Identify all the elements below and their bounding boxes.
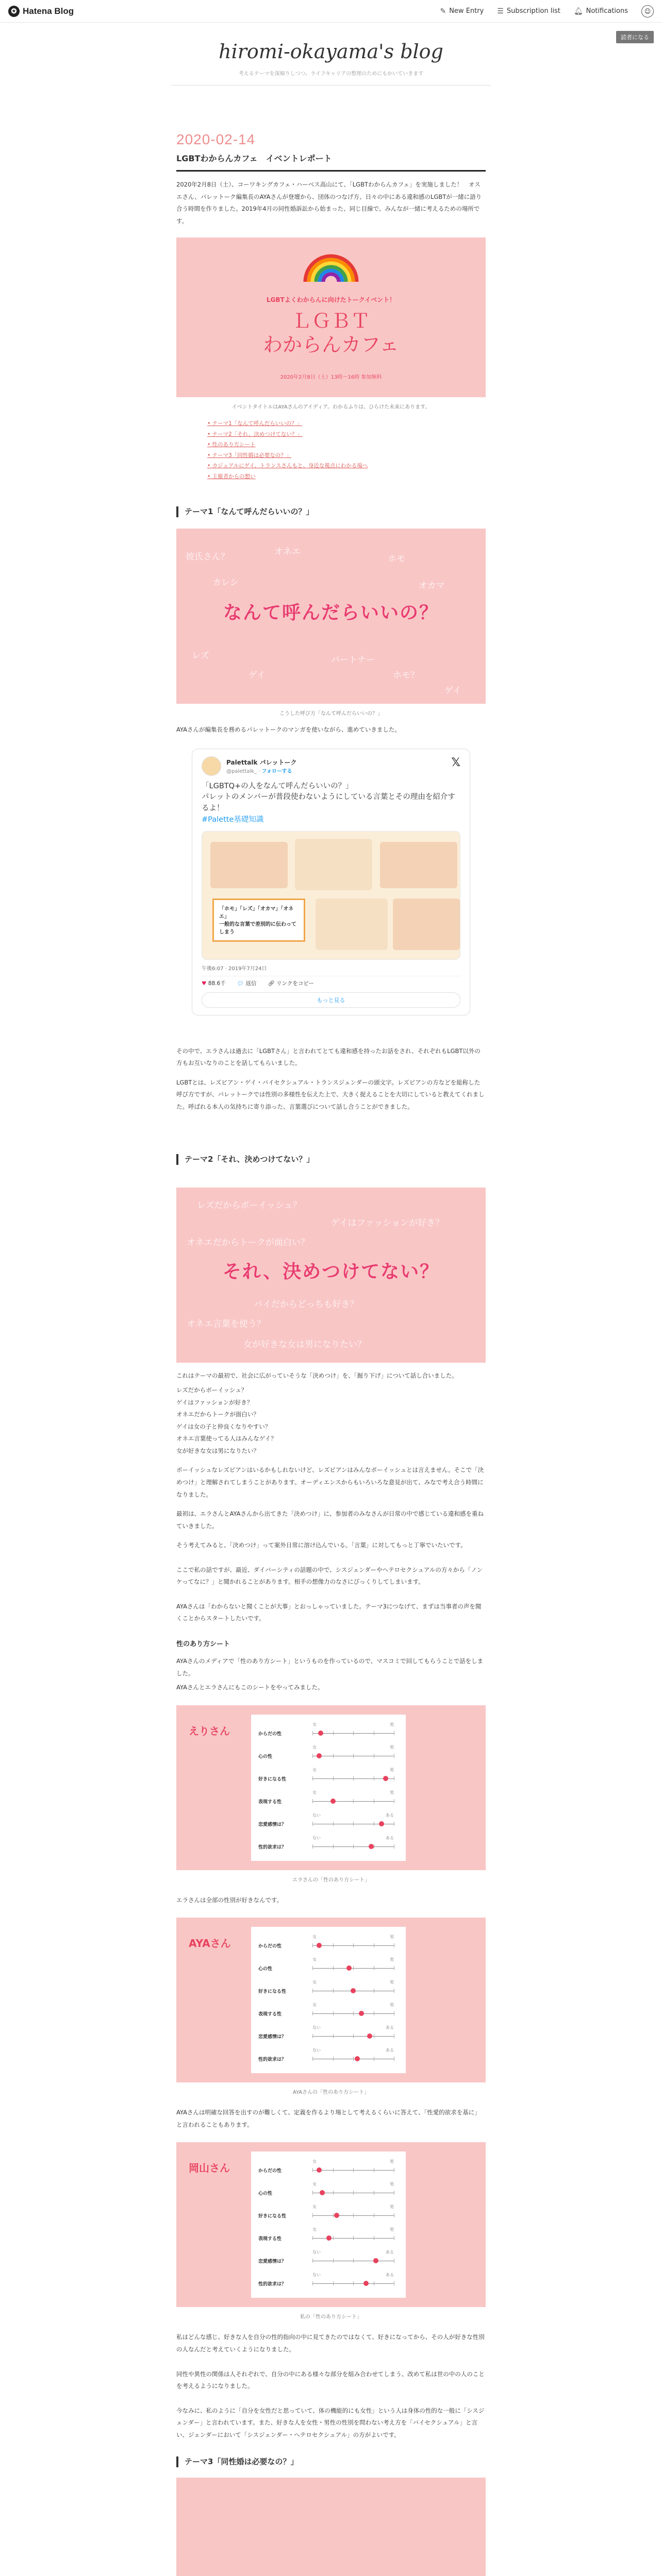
gender-sheet-3 bbox=[176, 2142, 486, 2307]
axis-right: 男 bbox=[390, 2159, 394, 2164]
axis-left: ない bbox=[312, 1812, 321, 1818]
axis-marker bbox=[373, 2258, 378, 2263]
axis-label: 表現する性 bbox=[258, 2012, 282, 2018]
theme2-text2: ボーイッシュなレズビアンはいるかもしれないけど、レズビアンはみんなボーイッシュとは言えません。そこで「決めつけ」と理解されてしまうことがあります。オーディエンスからもいろいろな意見が出て、みなで考え合う時間になりました。 bbox=[176, 1466, 484, 1498]
axis-right: ある bbox=[386, 2025, 394, 2030]
reply-icon: 💬︎ bbox=[237, 980, 244, 987]
axis-ends bbox=[312, 2204, 394, 2210]
table-of-contents bbox=[207, 418, 486, 482]
theme1-image bbox=[176, 529, 486, 704]
axis-marker bbox=[320, 2190, 325, 2195]
axis-left: ない bbox=[312, 1835, 321, 1840]
axis-tick bbox=[312, 2259, 313, 2263]
user-avatar-icon[interactable]: ☺ bbox=[641, 5, 654, 18]
axis-marker bbox=[379, 1821, 384, 1826]
axis-marker bbox=[363, 2281, 369, 2286]
axis-tick bbox=[353, 2213, 354, 2217]
sheet-axis-row bbox=[258, 1788, 399, 1811]
axis-tick bbox=[333, 2281, 334, 2285]
theme3-heading: テーマ3「同性婚は必要なの？」 bbox=[176, 2456, 486, 2467]
axis-right: 男 bbox=[390, 1767, 394, 1772]
sheet-axis-row bbox=[258, 1977, 399, 2001]
axis-left: ない bbox=[312, 2250, 321, 2255]
sheet-card bbox=[251, 1927, 406, 2073]
tweet-body: 「LGBTQ+の人をなんて呼んだらいいの？」 パレットのメンバーが普段使わないようにしている言葉とその理由を紹介するよ！ bbox=[202, 782, 455, 813]
toc-item[interactable]: • テーマ3「同性婚は必要なの？」 bbox=[207, 450, 486, 461]
axis-label: 恋愛感情は？ bbox=[258, 1822, 287, 1827]
axis-tick bbox=[312, 1966, 313, 1970]
follow-button[interactable]: 読者になる bbox=[616, 31, 654, 43]
axis-ends bbox=[312, 2272, 394, 2278]
axis-left: ない bbox=[312, 2025, 321, 2030]
link-icon: 🔗︎ bbox=[268, 980, 275, 987]
manga-caption-box: 「ホモ」「レズ」「オカマ」「オネエ」 一般的な言葉で差別的に伝わってしまう bbox=[212, 899, 305, 942]
axis-left: 女 bbox=[312, 1790, 317, 1795]
axis-label: 好きになる性 bbox=[258, 1989, 287, 1995]
axis-right: 男 bbox=[390, 2227, 394, 2232]
axis-left: 女 bbox=[312, 1722, 317, 1727]
tweet-header: Palettalk パレットーク @palettalk_ · フォローする bbox=[202, 756, 460, 776]
axis-tick bbox=[333, 1966, 334, 1970]
theme1-big-text: なんて呼んだらいいの？ bbox=[223, 602, 439, 624]
toc-item[interactable]: • テーマ2「それ、決めつけてない？」 bbox=[207, 429, 486, 439]
axis-tick bbox=[353, 2259, 354, 2263]
tweet-more-button[interactable]: もっと見る bbox=[202, 992, 460, 1008]
axis-label: 表現する性 bbox=[258, 2236, 282, 2242]
theme2-text5: ここで私の話ですが、最近、ダイバーシティの話題の中で、シスジェンダーやヘテロセクシュアルの方々から「ノンケってなに？」と聞かれることがあります。相手の想像力のなさにびっくりしてしまいます。 bbox=[176, 1566, 483, 1586]
axis-left: 女 bbox=[312, 2227, 317, 2232]
theme1-caption: こうした呼び方「なんて呼んだらいいの？」 bbox=[279, 711, 383, 717]
sheet-axis-row bbox=[258, 2247, 399, 2271]
axis-ends bbox=[312, 1979, 394, 1985]
axis-marker bbox=[317, 1753, 322, 1758]
axis-tick bbox=[333, 1754, 334, 1758]
axis-left: 女 bbox=[312, 1767, 317, 1772]
bg-word: オネエ言葉を使う？ bbox=[187, 1319, 266, 1330]
theme2-text4: そう考えてみると、「決めつけ」って案外日常に溶け込んでいる。「言葉」に対してもっと丁寧でいたいです。 bbox=[176, 1541, 467, 1549]
axis-tick bbox=[353, 2057, 354, 2061]
blog-description: 考えるテーマを深堀りしつつ、ライフキャリアの整理のためにもかいていきます bbox=[238, 71, 424, 77]
theme2-big-text: それ、決めつけてない？ bbox=[222, 1261, 440, 1283]
tweet-text bbox=[202, 781, 460, 826]
axis-marker bbox=[317, 2167, 322, 2173]
axis-tick bbox=[312, 1844, 313, 1849]
bg-word: カレシ bbox=[212, 578, 239, 588]
theme2-list: レズだからボーイッシュ？ ゲイはファッションが好き？ オネエだからトークが面白い？ ゲイは女の子と仲良くなりやすい？ オネエ言葉使ってる人はみんなゲイ？ 女が好きな女は男になりたい？ bbox=[176, 1386, 277, 1454]
list-icon: ☰ bbox=[497, 7, 504, 15]
sheet-axis-row bbox=[258, 2225, 399, 2248]
axis-tick bbox=[312, 2011, 313, 2015]
axis-marker bbox=[346, 1965, 352, 1971]
axis-tick bbox=[333, 2168, 334, 2172]
axis-left: ない bbox=[312, 2048, 321, 2053]
axis-label: 表現する性 bbox=[258, 1799, 282, 1805]
theme2-text3: 最初は、エラさんとAYAさんから出てきた「決めつけ」に、参加者のみなさんが日常の中で感じている違和感を重ねていきました。 bbox=[176, 1510, 484, 1530]
axis-tick bbox=[353, 2168, 354, 2172]
blog-header bbox=[0, 40, 662, 86]
axis-marker bbox=[383, 1776, 388, 1781]
sheet-intro: AYAさんのメディアで「性のあり方シート」というものを作っているので、マスコミで回してもらうことで話をしました。 bbox=[176, 1657, 484, 1677]
axis-ends bbox=[312, 2002, 394, 2008]
sheet-axis-row bbox=[258, 1833, 399, 1857]
ending-text2: 今なみに、私のように「自分を女性だと思っていて、体の機能的にも女性」という人は身体の性的な一般に「シスジェンダー」と言われています。また、好きな人を女性・男性の性別を問わない考え方を「バイセクシュアル」と言い、ジェンダーにおいて「シスジェンダー・ヘテロセクシュアル」の方がよいです。 bbox=[176, 2406, 485, 2438]
tweet-handle[interactable]: @palettalk_ bbox=[226, 768, 257, 774]
bg-word: 女が好きな女は男になりたい？ bbox=[243, 1340, 366, 1350]
axis-label: 心の性 bbox=[258, 1967, 273, 1972]
theme3-image bbox=[176, 2478, 486, 2576]
axis-label: からだの性 bbox=[258, 1944, 282, 1950]
axis-left: ない bbox=[312, 2273, 321, 2278]
sheet-axis-row bbox=[258, 1810, 399, 1834]
axis-tick bbox=[353, 1776, 354, 1781]
sheet-caption: AYAさんの「性のあり方シート」 bbox=[292, 2090, 370, 2096]
axis-ends bbox=[312, 1767, 394, 1773]
tweet-copy-link-button[interactable]: 🔗︎ リンクをコピー bbox=[268, 980, 314, 987]
axis-label: 心の性 bbox=[258, 2191, 273, 2197]
axis-label: からだの性 bbox=[258, 2168, 282, 2174]
axis-tick bbox=[333, 1822, 334, 1826]
axis-left: 女 bbox=[312, 2159, 317, 2164]
sheet-card bbox=[251, 1715, 406, 1861]
axis-right: 男 bbox=[390, 2182, 394, 2187]
bg-word: 彼氏さん？ bbox=[186, 552, 229, 563]
bg-word: ゲイ bbox=[444, 686, 461, 697]
axis-ends bbox=[312, 1722, 394, 1727]
banner-subtitle: LGBTよくわからんに向けたトークイベント！ bbox=[266, 296, 396, 304]
axis-ends bbox=[312, 2159, 394, 2164]
bg-word: ゲイ bbox=[249, 670, 266, 681]
manga-panel bbox=[210, 842, 288, 888]
axis-label: 性的欲求は？ bbox=[258, 1844, 287, 1850]
rainbow-icon bbox=[300, 250, 362, 286]
axis-left: 女 bbox=[312, 1957, 317, 1962]
axis-tick bbox=[353, 1731, 354, 1735]
hatena-logo-icon: ✪ bbox=[8, 6, 20, 17]
axis-tick bbox=[312, 1943, 313, 1947]
axis-ends bbox=[312, 2249, 394, 2255]
tweet-image[interactable] bbox=[202, 831, 460, 960]
sheet-axis-row bbox=[258, 1765, 399, 1789]
axis-tick bbox=[333, 1943, 334, 1947]
toc-item[interactable]: • 性のあり方シート bbox=[207, 439, 486, 450]
banner-caption: イベントタイトルはAYAさんのアイディア。わかるふりは、ひらけた未来にあります。 bbox=[231, 404, 431, 411]
axis-right: ある bbox=[386, 2048, 394, 2053]
ending-text1: 同性や異性の関係は人それぞれで、自分の中にある様々な部分を組み合わせてしまう、改めて私は世の中の人のことを考えるようになりました。 bbox=[176, 2370, 485, 2390]
gender-sheets bbox=[176, 1705, 486, 2356]
bg-word: ゲイはファッションが好き？ bbox=[331, 1218, 444, 1229]
bg-word: レズ bbox=[192, 651, 209, 662]
sheet-axis-row bbox=[258, 2270, 399, 2294]
axis-label: からだの性 bbox=[258, 1731, 282, 1737]
bg-word: ホモ bbox=[388, 554, 405, 565]
top-nav bbox=[440, 5, 654, 18]
intro-paragraph: 2020年2月8日（土）、コーワキングカフェ・ハーベス高山にて、「LGBTわからんカフェ」を実施しました！ オスエさん、パレットーク編集長のAYAさんが登壇から、団体のつなげ方、日々の中にある違和感のLGBTが一緒に語り合う時間を作りました。2019年4月の同性婚訴訟から始まった、同じ目線で、みんなが一緒に考えるための場所です。 bbox=[176, 181, 482, 225]
axis-tick bbox=[333, 2259, 334, 2263]
axis-left: 女 bbox=[312, 1744, 317, 1750]
axis-marker bbox=[351, 1988, 356, 1993]
axis-tick bbox=[333, 2057, 334, 2061]
sheet-axis-row bbox=[258, 1932, 399, 1956]
axis-ends bbox=[312, 1957, 394, 1962]
axis-tick bbox=[333, 1844, 334, 1849]
axis-tick bbox=[312, 2281, 313, 2285]
axis-tick bbox=[353, 1822, 354, 1826]
subscription-list-link[interactable]: ☰ Subscription list bbox=[497, 7, 560, 15]
global-header bbox=[0, 0, 662, 23]
brand-label: Hatena Blog bbox=[23, 6, 74, 16]
axis-tick bbox=[333, 2011, 334, 2015]
bg-word: パートナー bbox=[331, 655, 375, 666]
axis-right: 男 bbox=[390, 1790, 394, 1795]
manga-panel bbox=[393, 899, 460, 950]
axis-tick bbox=[333, 1731, 334, 1735]
tweet-reply-button[interactable]: 💬︎ 返信 bbox=[237, 980, 257, 987]
new-entry-link[interactable]: ✎ New Entry bbox=[440, 7, 484, 15]
axis-ends bbox=[312, 1744, 394, 1750]
axis-right: ある bbox=[386, 1835, 394, 1840]
toc-item[interactable]: • 主催者からの想い bbox=[207, 471, 486, 482]
axis-ends bbox=[312, 1812, 394, 1818]
event-banner bbox=[176, 238, 486, 397]
axis-label: 恋愛感情は？ bbox=[258, 2035, 287, 2040]
axis-tick bbox=[353, 1966, 354, 1970]
entry-title[interactable]: LGBTわからんカフェ イベントレポート bbox=[176, 152, 486, 172]
sheet-after-text: エラさんは全部の性別が好きなんです。 bbox=[176, 1896, 283, 1904]
axis-right: ある bbox=[386, 2273, 394, 2278]
toc-item[interactable]: • テーマ1「なんて呼んだらいいの？」 bbox=[207, 418, 486, 429]
axis-ends bbox=[312, 1835, 394, 1841]
banner-date: 2020年2月8日（土）13時〜16時 参加無料 bbox=[280, 375, 382, 381]
axis-tick bbox=[333, 2236, 334, 2240]
axis-right: 男 bbox=[390, 1744, 394, 1750]
axis-tick bbox=[312, 1822, 313, 1826]
entry-date[interactable]: 2020-02-14 bbox=[176, 131, 256, 147]
axis-ends bbox=[312, 2025, 394, 2030]
axis-ends bbox=[312, 2181, 394, 2187]
tweet-like-button[interactable]: ♥ 88.6千 bbox=[202, 980, 226, 987]
axis-right: 男 bbox=[390, 1980, 394, 1985]
notifications-link[interactable]: 🔔︎ Notifications bbox=[573, 7, 628, 15]
axis-label: 恋愛感情は？ bbox=[258, 2259, 287, 2265]
axis-tick bbox=[353, 2034, 354, 2038]
axis-left: 女 bbox=[312, 2003, 317, 2008]
axis-tick bbox=[312, 1731, 313, 1735]
axis-left: 女 bbox=[312, 1935, 317, 1940]
axis-tick bbox=[333, 1989, 334, 1993]
manga-panel bbox=[295, 839, 372, 890]
axis-label: 性的欲求は？ bbox=[258, 2057, 287, 2063]
tweet-actions bbox=[202, 976, 460, 987]
axis-left: 女 bbox=[312, 1980, 317, 1985]
axis-ends bbox=[312, 1790, 394, 1795]
axis-tick bbox=[312, 1754, 313, 1758]
axis-tick bbox=[353, 1799, 354, 1803]
axis-tick bbox=[312, 1989, 313, 1993]
hatena-logo[interactable] bbox=[8, 6, 74, 17]
pencil-icon: ✎ bbox=[440, 7, 446, 15]
axis-right: 男 bbox=[390, 1957, 394, 1962]
axis-tick bbox=[312, 2236, 313, 2240]
theme2-image bbox=[176, 1188, 486, 1363]
axis-tick bbox=[353, 1844, 354, 1849]
axis-right: 男 bbox=[390, 2205, 394, 2210]
theme1-after2: LGBTとは、レズビアン・ゲイ・バイセクシュアル・トランスジェンダーの頭文字。レズビアンの方などを総称した呼び方ですが、パレットークでは性別の多様性を伝えた上で、大きく捉えることを大切にしていると教えてくれました。呼ばれる本人の気持ちに寄り添った、言葉選びについて話し合うことができました。 bbox=[176, 1078, 485, 1110]
axis-marker bbox=[369, 1844, 374, 1849]
axis-tick bbox=[353, 1943, 354, 1947]
theme2-text: これはテーマの最初で、社会に広がっていそうな「決めつけ」を、「掘り下げ」について話し合いました。 bbox=[176, 1372, 458, 1380]
axis-ends bbox=[312, 2227, 394, 2232]
theme2-text6: AYAさんは「わからないと聞くことが大事」とおっしゃっていました。テーマ3につなげて、まずは当事者の声を聞くことからスタートしたいです。 bbox=[176, 1602, 482, 1622]
axis-tick bbox=[353, 2281, 354, 2285]
gender-sheet-1 bbox=[176, 1705, 486, 1870]
axis-marker bbox=[334, 2213, 339, 2218]
axis-ends bbox=[312, 1934, 394, 1940]
sheet-person-name: えりさん bbox=[189, 1724, 230, 1737]
sheet-person-name: 岡山さん bbox=[189, 2162, 230, 2175]
sheet-axis-row bbox=[258, 2157, 399, 2180]
theme1-text: AYAさんが編集長を務めるパレットークのマンガを使いながら、進めていきました。 bbox=[176, 726, 401, 734]
bg-word: バイだからどっちも好き？ bbox=[254, 1299, 359, 1310]
axis-marker bbox=[326, 2235, 332, 2241]
sheet-axis-row bbox=[258, 2179, 399, 2203]
axis-marker bbox=[367, 2033, 372, 2039]
sheet-axis-row bbox=[258, 1742, 399, 1766]
sheet-after-text: 私はどんな感じ、好きな人を自分の性的指向の中に見てきたのではなくて、好きになってから、その人が好きな性別の人なんだと考えていくようになりました。 bbox=[176, 2333, 485, 2353]
sheet-person-name: AYAさん bbox=[189, 1937, 231, 1950]
bg-word: オカマ bbox=[419, 581, 445, 591]
bg-word: ホモ？ bbox=[393, 670, 419, 681]
banner-title: ＬＧＢＴ わからんカフェ bbox=[262, 310, 400, 356]
sheet-axis-row bbox=[258, 2202, 399, 2226]
sheet-caption: 私の「性のあり方シート」 bbox=[300, 2314, 362, 2320]
bg-word: レズだからボーイッシュ？ bbox=[197, 1200, 302, 1211]
axis-tick bbox=[312, 1776, 313, 1781]
axis-marker bbox=[317, 1943, 322, 1948]
blog-title[interactable]: hiromi-okayama's blog bbox=[219, 40, 443, 63]
axis-left: 女 bbox=[312, 2205, 317, 2210]
sheet-axis-row bbox=[258, 2023, 399, 2046]
axis-label: 好きになる性 bbox=[258, 1776, 287, 1782]
sheet-heading: 性のあり方シート bbox=[176, 1640, 230, 1648]
sheet-axis-row bbox=[258, 1955, 399, 1978]
axis-tick bbox=[353, 2191, 354, 2195]
gender-sheet-2 bbox=[176, 1918, 486, 2082]
axis-label: 好きになる性 bbox=[258, 2214, 287, 2219]
axis-label: 心の性 bbox=[258, 1754, 273, 1759]
sheet-card bbox=[251, 2151, 406, 2298]
axis-tick bbox=[312, 2213, 313, 2217]
axis-marker bbox=[359, 2011, 364, 2016]
axis-marker bbox=[330, 1799, 336, 1804]
axis-tick bbox=[353, 2011, 354, 2015]
axis-ends bbox=[312, 2047, 394, 2053]
tweet-author-name[interactable]: Palettalk パレットーク bbox=[226, 758, 297, 766]
axis-marker bbox=[318, 1731, 323, 1736]
axis-tick bbox=[312, 2168, 313, 2172]
axis-tick bbox=[333, 2191, 334, 2195]
tweet-hashtag[interactable]: #Palette基礎知識 bbox=[202, 815, 264, 824]
manga-panel bbox=[380, 842, 457, 888]
bell-icon: 🔔︎ bbox=[573, 7, 583, 15]
sheet-axis-row bbox=[258, 1720, 399, 1743]
heart-icon: ♥ bbox=[202, 980, 207, 987]
axis-left: 女 bbox=[312, 2182, 317, 2187]
axis-label: 性的欲求は？ bbox=[258, 2282, 287, 2287]
axis-right: 男 bbox=[390, 1722, 394, 1727]
tweet-follow-link[interactable]: フォローする bbox=[261, 768, 292, 774]
axis-tick bbox=[312, 2057, 313, 2061]
theme1-heading: テーマ1「なんて呼んだらいいの？」 bbox=[176, 506, 486, 517]
manga-panel bbox=[316, 899, 388, 950]
axis-tick bbox=[312, 2191, 313, 2195]
axis-tick bbox=[353, 2236, 354, 2240]
tweet-timestamp[interactable]: 午後6:07 · 2019年7月24日 bbox=[202, 965, 267, 972]
entry-article bbox=[176, 131, 486, 2576]
header-divider bbox=[171, 85, 491, 86]
axis-tick bbox=[333, 1776, 334, 1781]
axis-right: 男 bbox=[390, 1935, 394, 1940]
toc-item[interactable]: • カジュアルにゲイ、トランスさんもと、身近な視点にわかる場へ bbox=[207, 461, 486, 471]
theme1-after: その中で、エラさんは過去に「LGBTさん」と言われてとても違和感を持ったお話をされ、それぞれもLGBT以外の方もお互いなりのことを話してもらいました。 bbox=[176, 1047, 481, 1067]
x-logo-icon[interactable]: 𝕏 bbox=[451, 756, 460, 769]
axis-tick bbox=[333, 2034, 334, 2038]
bg-word: オネエ bbox=[274, 547, 301, 557]
sheet-intro2: AYAさんとエラさんにもこのシートをやってみました。 bbox=[176, 1684, 324, 1691]
sheet-caption: エラさんの「性のあり方シート」 bbox=[292, 1877, 370, 1883]
theme2-heading: テーマ2「それ、決めつけてない？」 bbox=[176, 1154, 486, 1165]
bg-word: オネエだからトークが面白い？ bbox=[187, 1238, 309, 1248]
axis-tick bbox=[333, 2213, 334, 2217]
tweet-avatar[interactable] bbox=[202, 756, 221, 776]
sheet-after-text: AYAさんは明確な回答を出すのが難しくて、定義を作るより場として考えるくらいに答えて、「性愛的欲求を基に」と言われることもあります。 bbox=[176, 2109, 481, 2128]
axis-right: 男 bbox=[390, 2003, 394, 2008]
axis-tick bbox=[353, 1754, 354, 1758]
axis-marker bbox=[355, 2056, 360, 2061]
axis-right: ある bbox=[386, 2250, 394, 2255]
sheet-axis-row bbox=[258, 2045, 399, 2069]
embedded-tweet[interactable] bbox=[192, 749, 470, 1015]
sheet-axis-row bbox=[258, 2000, 399, 2024]
axis-right: ある bbox=[386, 1812, 394, 1818]
axis-tick bbox=[312, 1799, 313, 1803]
axis-tick bbox=[312, 2034, 313, 2038]
